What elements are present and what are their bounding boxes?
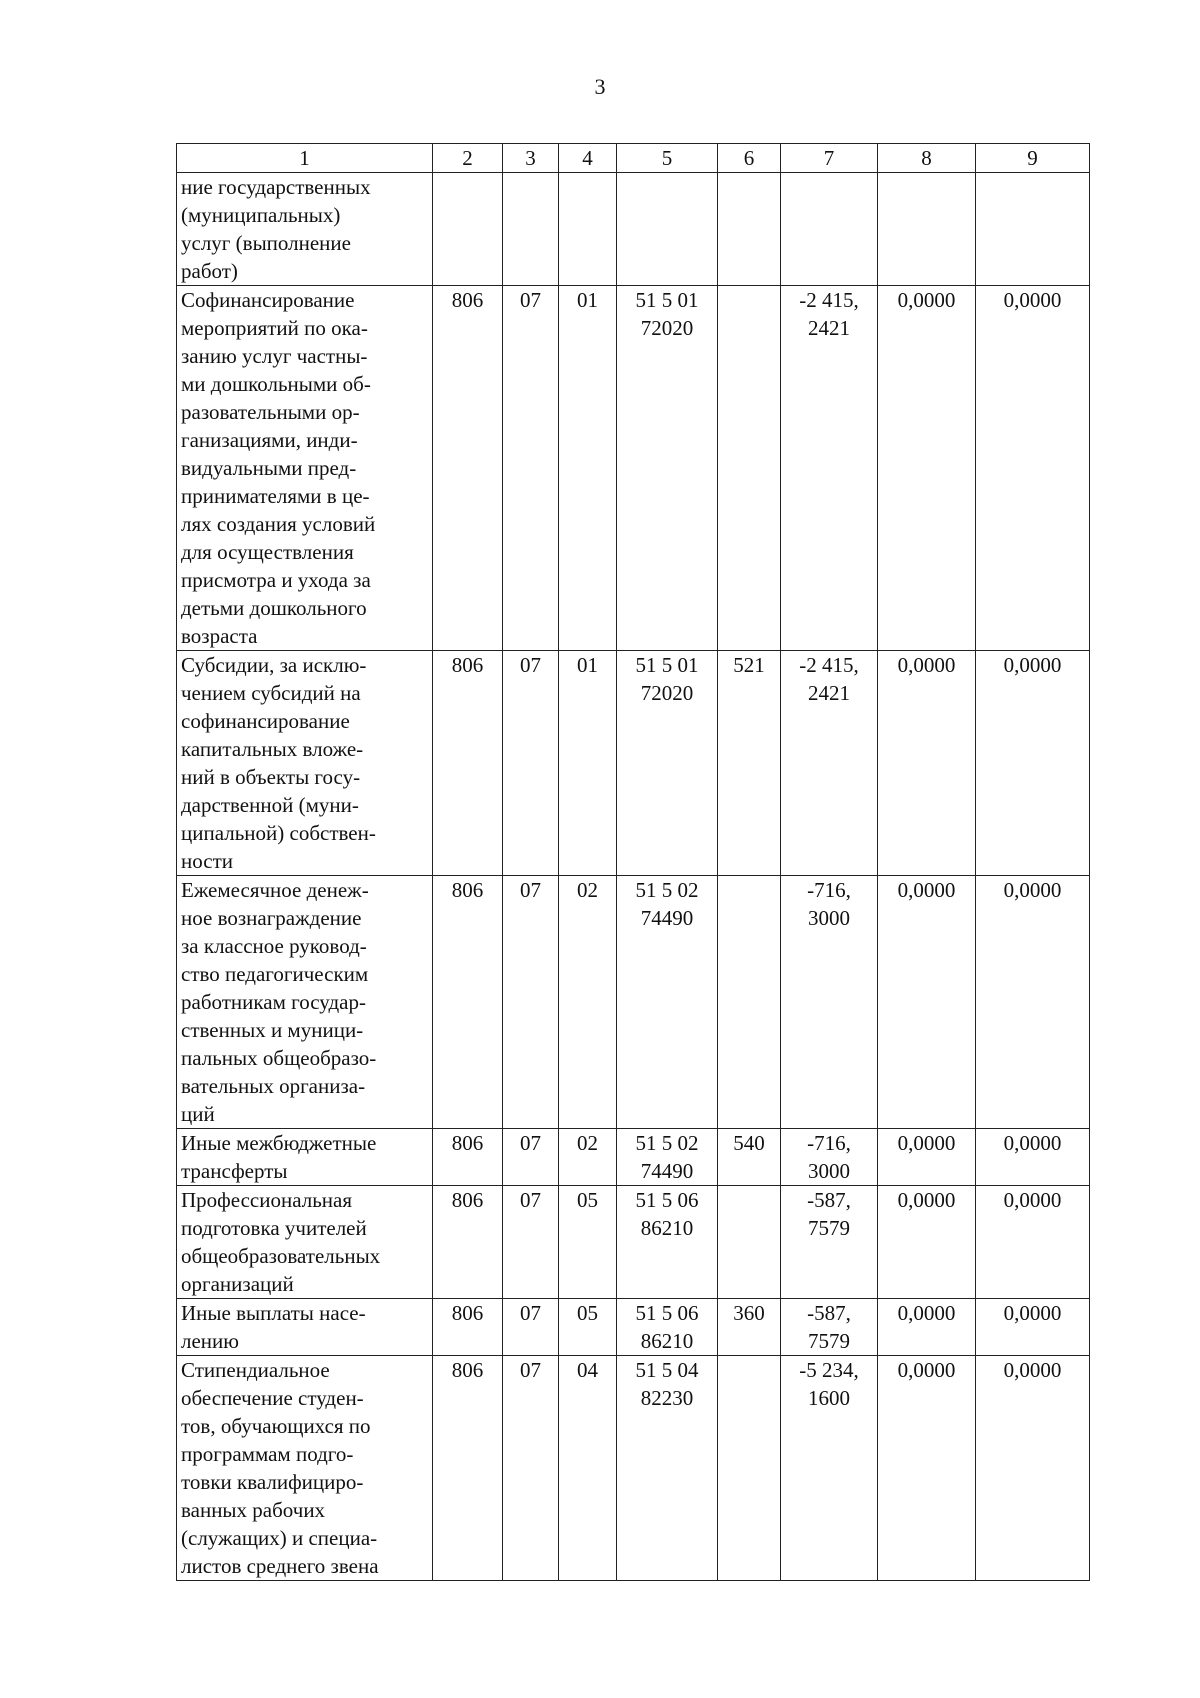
header-cell: 4: [559, 144, 617, 173]
table-cell: 806: [433, 1356, 503, 1581]
table-cell: 806: [433, 876, 503, 1129]
table-cell: 02: [559, 876, 617, 1129]
table-cell: 0,0000: [878, 651, 976, 876]
table-cell: 51 5 06 86210: [617, 1299, 718, 1356]
table-cell: 07: [503, 286, 559, 651]
table-cell: 51 5 02 74490: [617, 1129, 718, 1186]
header-cell: 1: [177, 144, 433, 173]
table-cell: 07: [503, 651, 559, 876]
table-cell: [976, 173, 1090, 286]
table-cell: [878, 173, 976, 286]
table-cell: [433, 173, 503, 286]
table-cell: 0,0000: [878, 1186, 976, 1299]
table-cell: 360: [718, 1299, 781, 1356]
table-cell: 51 5 02 74490: [617, 876, 718, 1129]
table-cell: [559, 173, 617, 286]
table-cell: 01: [559, 651, 617, 876]
table-cell: 0,0000: [878, 876, 976, 1129]
table-cell: [718, 1186, 781, 1299]
table-cell: 02: [559, 1129, 617, 1186]
table-row: [177, 1186, 1090, 1299]
table-cell: 0,0000: [976, 1299, 1090, 1356]
table-cell: 07: [503, 1299, 559, 1356]
header-cell: 9: [976, 144, 1090, 173]
table-cell: 0,0000: [976, 1129, 1090, 1186]
table-cell: [718, 1356, 781, 1581]
header-cell: 2: [433, 144, 503, 173]
table-row: [177, 173, 1090, 286]
table-row: [177, 1356, 1090, 1581]
table-cell: -587, 7579: [781, 1186, 878, 1299]
table-cell: -5 234, 1600: [781, 1356, 878, 1581]
table-cell: -716, 3000: [781, 876, 878, 1129]
table-cell: 51 5 01 72020: [617, 651, 718, 876]
row-name-cell: Иные выплаты насе- лению: [177, 1299, 433, 1356]
table-cell: 0,0000: [878, 1299, 976, 1356]
table-cell: [718, 876, 781, 1129]
table-cell: 04: [559, 1356, 617, 1581]
table-cell: 806: [433, 1186, 503, 1299]
row-name-cell: Стипендиальное обеспечение студен- тов, обучающихся по программам подго- товки квалифициро- ванных рабочих (служащих) и специа- листов среднего звена: [177, 1356, 433, 1581]
row-name-cell: Субсидии, за исклю- чением субсидий на софинансирование капитальных вложе- ний в объекты госу- дарственной (муни- ципальной) собствен- ности: [177, 651, 433, 876]
table-cell: 07: [503, 1129, 559, 1186]
table-cell: 0,0000: [878, 1356, 976, 1581]
table-cell: -716, 3000: [781, 1129, 878, 1186]
table-cell: [503, 173, 559, 286]
table-cell: 0,0000: [976, 876, 1090, 1129]
table-cell: -587, 7579: [781, 1299, 878, 1356]
table-cell: -2 415, 2421: [781, 286, 878, 651]
table-cell: 07: [503, 1186, 559, 1299]
table-cell: 51 5 01 72020: [617, 286, 718, 651]
table-row: [177, 1129, 1090, 1186]
table-cell: 51 5 04 82230: [617, 1356, 718, 1581]
table-cell: 0,0000: [878, 286, 976, 651]
table-cell: [617, 173, 718, 286]
table-cell: 0,0000: [976, 1186, 1090, 1299]
page-number: 3: [594, 74, 606, 99]
table-cell: 51 5 06 86210: [617, 1186, 718, 1299]
table-cell: 0,0000: [878, 1129, 976, 1186]
row-name-cell: ние государственных (муниципальных) услуг (выполнение работ): [177, 173, 433, 286]
table-cell: 806: [433, 286, 503, 651]
header-cell: 3: [503, 144, 559, 173]
table-row: [177, 651, 1090, 876]
table-cell: 806: [433, 1129, 503, 1186]
header-cell: 8: [878, 144, 976, 173]
table-row: [177, 876, 1090, 1129]
table-cell: 0,0000: [976, 286, 1090, 651]
table-cell: 0,0000: [976, 651, 1090, 876]
table-cell: 01: [559, 286, 617, 651]
table-cell: 806: [433, 651, 503, 876]
row-name-cell: Софинансирование мероприятий по ока- занию услуг частны- ми дошкольными об- разовательными ор- ганизациями, инди- видуальными пред- принимателями в це- лях создания условий для осуществления присмотра и ухода за детьми дошкольного возраста: [177, 286, 433, 651]
header-cell: 6: [718, 144, 781, 173]
table-cell: 806: [433, 1299, 503, 1356]
row-name-cell: Ежемесячное денеж- ное вознаграждение за классное руковод- ство педагогическим работникам государ- ственных и муници- пальных общеобразо- вательных организа- ций: [177, 876, 433, 1129]
table-cell: 05: [559, 1299, 617, 1356]
row-name-cell: Иные межбюджетные трансферты: [177, 1129, 433, 1186]
table-cell: -2 415, 2421: [781, 651, 878, 876]
header-cell: 5: [617, 144, 718, 173]
row-name-cell: Профессиональная подготовка учителей общеобразовательных организаций: [177, 1186, 433, 1299]
table-cell: 07: [503, 1356, 559, 1581]
header-row: [177, 144, 1090, 173]
header-cell: 7: [781, 144, 878, 173]
table-cell: 05: [559, 1186, 617, 1299]
table-cell: [718, 173, 781, 286]
table-cell: 07: [503, 876, 559, 1129]
table-cell: 521: [718, 651, 781, 876]
table-cell: [781, 173, 878, 286]
table-row: [177, 286, 1090, 651]
table-cell: [718, 286, 781, 651]
table-cell: 540: [718, 1129, 781, 1186]
budget-table: [176, 143, 1090, 1581]
table-cell: 0,0000: [976, 1356, 1090, 1581]
table-row: [177, 1299, 1090, 1356]
